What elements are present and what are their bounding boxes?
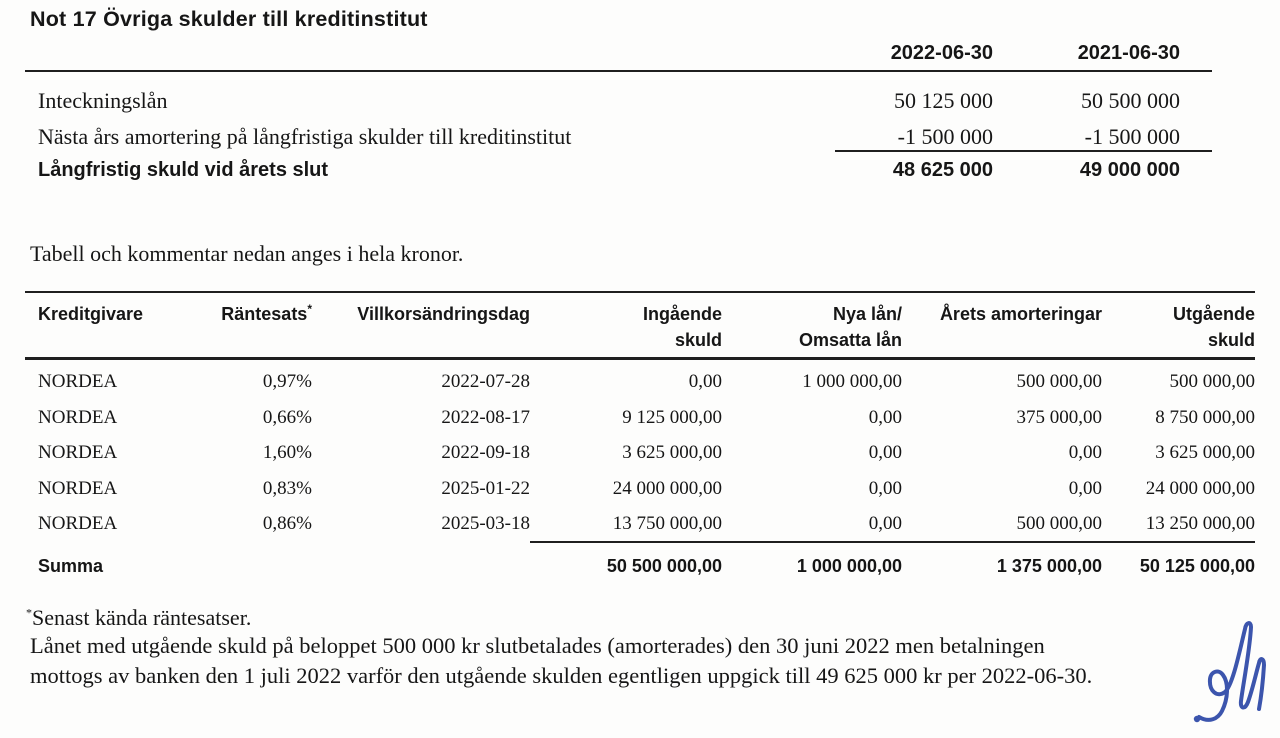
cell-rantesats: 0,86% xyxy=(262,513,312,534)
header-villkorsandringsdag: Villkorsändringsdag xyxy=(357,304,530,324)
loan-table-row xyxy=(25,477,1255,500)
cell-kreditgivare: NORDEA xyxy=(38,478,118,499)
loan-table-header-row xyxy=(25,301,1255,353)
summa-label: Summa xyxy=(38,556,104,576)
loan-table-row xyxy=(25,441,1255,464)
summary-row-label: Inteckningslån xyxy=(38,88,168,113)
cell-rantesats: 1,60% xyxy=(262,442,312,463)
header-kreditgivare xyxy=(25,301,215,353)
cell-kreditgivare: NORDEA xyxy=(38,513,118,534)
summa-arets-amorteringar: 1 375 000,00 xyxy=(996,556,1102,576)
header-utgaende-line1: Utgående xyxy=(1172,304,1255,324)
summary-row-value-2021: 50 500 000 xyxy=(1081,88,1180,113)
cell-arets-amorteringar: 0,00 xyxy=(1068,478,1102,499)
cell-nya-lan: 0,00 xyxy=(868,513,902,534)
header-arets-amorteringar: Årets amorteringar xyxy=(939,304,1102,324)
cell-ingaende-skuld: 0,00 xyxy=(688,371,722,392)
handwritten-signature xyxy=(1185,613,1280,735)
cell-villkorsandringsdag: 2022-08-17 xyxy=(441,407,530,428)
summa-empty-cell xyxy=(215,556,320,577)
summary-row-value-2022: 50 125 000 xyxy=(894,88,993,113)
cell-kreditgivare: NORDEA xyxy=(38,407,118,428)
signature-ink-dot xyxy=(1194,716,1200,722)
loan-table-row xyxy=(25,512,1255,535)
cell-kreditgivare: NORDEA xyxy=(38,442,118,463)
summary-total-label: Långfristig skuld vid årets slut xyxy=(38,159,329,181)
cell-villkorsandringsdag: 2025-03-18 xyxy=(441,513,530,534)
footnote-mark: * xyxy=(26,605,32,620)
summary-row-value-2022: -1 500 000 xyxy=(897,124,993,149)
rule-loan-table-top xyxy=(25,291,1255,293)
cell-villkorsandringsdag: 2022-07-28 xyxy=(441,371,530,392)
cell-utgaende-skuld: 3 625 000,00 xyxy=(1155,442,1255,463)
cell-nya-lan: 0,00 xyxy=(868,442,902,463)
header-ingaende-skuld xyxy=(535,301,722,353)
footnote-rantesatser xyxy=(26,605,251,631)
summary-col-header-2022: 2022-06-30 xyxy=(890,42,993,64)
cell-ingaende-skuld: 9 125 000,00 xyxy=(622,407,722,428)
rantesats-footnote-mark: * xyxy=(307,302,312,316)
cell-kreditgivare: NORDEA xyxy=(38,371,118,392)
summa-utgaende-skuld: 50 125 000,00 xyxy=(1139,556,1255,576)
summary-row-amortering xyxy=(25,124,1212,150)
cell-utgaende-skuld: 24 000 000,00 xyxy=(1145,478,1255,499)
cell-ingaende-skuld: 13 750 000,00 xyxy=(612,513,722,534)
summary-row-value-2021: -1 500 000 xyxy=(1084,124,1180,149)
header-rantesats-label: Räntesats xyxy=(221,304,308,324)
summa-nya-lan: 1 000 000,00 xyxy=(796,556,902,576)
cell-rantesats: 0,83% xyxy=(262,478,312,499)
header-nya-lan xyxy=(722,301,902,353)
cell-villkorsandringsdag: 2022-09-18 xyxy=(441,442,530,463)
summary-row-inteckningslan xyxy=(25,88,1212,114)
cell-nya-lan: 1 000 000,00 xyxy=(802,371,902,392)
loan-table-row xyxy=(25,406,1255,429)
summary-row-total xyxy=(25,159,1212,182)
summa-ingaende-skuld: 50 500 000,00 xyxy=(606,556,722,576)
cell-utgaende-skuld: 8 750 000,00 xyxy=(1155,407,1255,428)
cell-arets-amorteringar: 375 000,00 xyxy=(1016,407,1102,428)
cell-nya-lan: 0,00 xyxy=(868,407,902,428)
cell-nya-lan: 0,00 xyxy=(868,478,902,499)
summa-empty-cell xyxy=(320,556,535,577)
loan-table-summa-row xyxy=(25,556,1255,577)
cell-rantesats: 0,97% xyxy=(262,371,312,392)
header-utgaende-skuld xyxy=(1102,301,1255,353)
rule-under-loan-header xyxy=(25,357,1255,360)
header-utgaende-line2: skuld xyxy=(1207,330,1255,350)
header-nya-lan-line1: Nya lån/ xyxy=(832,304,902,324)
cell-ingaende-skuld: 3 625 000,00 xyxy=(622,442,722,463)
cell-utgaende-skuld: 13 250 000,00 xyxy=(1145,513,1255,534)
cell-ingaende-skuld: 24 000 000,00 xyxy=(612,478,722,499)
comment-line-1: Lånet med utgående skuld på beloppet 500 000 kr slutbetalades (amorterades) den 30 juni 2022 men betalningen xyxy=(30,633,1045,658)
cell-arets-amorteringar: 500 000,00 xyxy=(1016,513,1102,534)
summary-total-value-2021: 49 000 000 xyxy=(1079,159,1180,181)
cell-arets-amorteringar: 500 000,00 xyxy=(1016,371,1102,392)
cell-utgaende-skuld: 500 000,00 xyxy=(1169,371,1255,392)
page-title: Not 17 Övriga skulder till kreditinstitut xyxy=(30,7,428,31)
signature-stroke xyxy=(1199,623,1264,720)
rule-above-summa xyxy=(530,541,1255,543)
loan-table-row xyxy=(25,370,1255,393)
header-ingaende-line1: Ingående xyxy=(642,304,722,324)
header-nya-lan-line2: Omsatta lån xyxy=(798,330,902,350)
rule-above-summary-total xyxy=(835,150,1212,152)
comment-line-2: mottogs av banken den 1 juli 2022 varför den utgående skulden egentligen uppgick till 49 625 000 kr per 2022-06-30. xyxy=(30,663,1093,688)
header-kreditgivare-label: Kreditgivare xyxy=(38,304,144,324)
header-ingaende-line2: skuld xyxy=(674,330,722,350)
cell-arets-amorteringar: 0,00 xyxy=(1068,442,1102,463)
footnote-text: Senast kända räntesatser. xyxy=(32,605,252,630)
header-rantesats xyxy=(215,301,320,353)
summary-col-header-2021: 2021-06-30 xyxy=(1077,42,1180,64)
summary-row-label: Nästa års amortering på långfristiga skulder till kreditinstitut xyxy=(38,124,572,149)
summary-total-value-2022: 48 625 000 xyxy=(892,159,993,181)
summary-table-header-row xyxy=(25,42,1212,65)
rule-under-summary-header xyxy=(25,70,1212,72)
cell-villkorsandringsdag: 2025-01-22 xyxy=(441,478,530,499)
intro-text: Tabell och kommentar nedan anges i hela kronor. xyxy=(30,241,464,266)
cell-rantesats: 0,66% xyxy=(262,407,312,428)
